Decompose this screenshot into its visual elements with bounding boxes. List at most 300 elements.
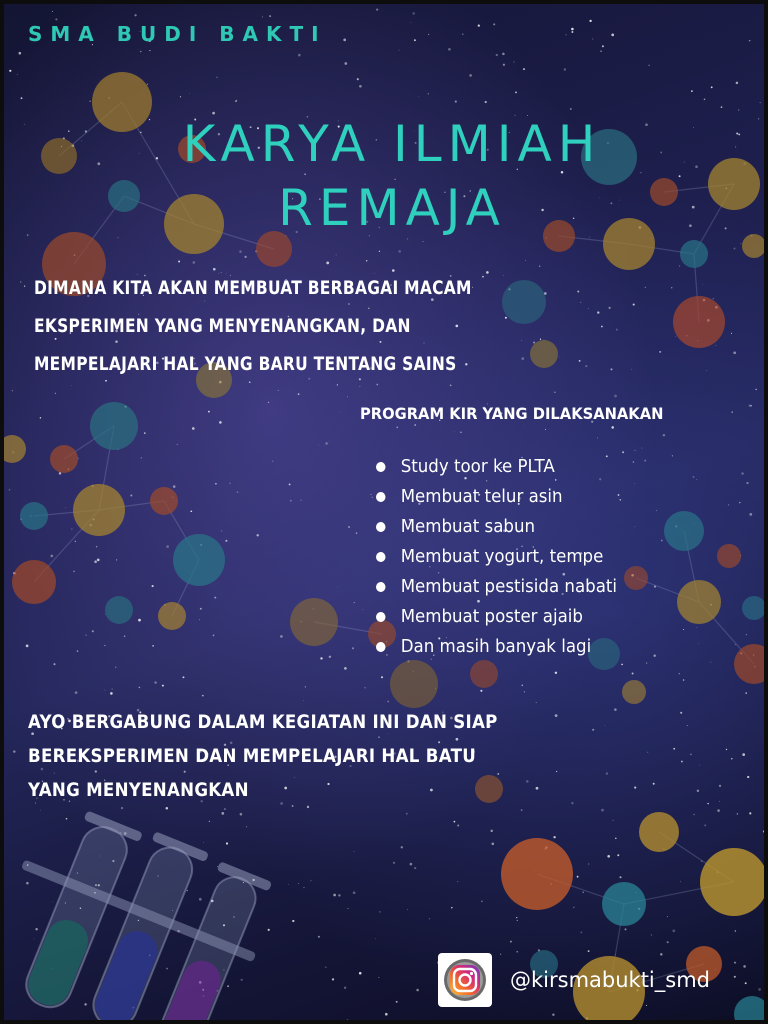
star — [716, 345, 717, 346]
star — [713, 298, 714, 299]
star — [597, 438, 598, 439]
star — [553, 836, 555, 838]
star — [711, 662, 712, 663]
social-handle-block[interactable] — [438, 952, 710, 1008]
star — [481, 901, 482, 902]
star — [634, 787, 636, 789]
star — [653, 783, 655, 785]
star — [385, 1013, 388, 1016]
star — [583, 892, 584, 893]
star — [647, 752, 648, 753]
star — [462, 34, 463, 35]
star — [410, 863, 413, 866]
bullet-icon — [376, 612, 386, 622]
star — [193, 261, 196, 264]
program-item: Membuat pestisida nabati — [376, 572, 617, 602]
star — [749, 40, 751, 42]
star — [414, 424, 416, 426]
star — [680, 881, 681, 882]
star — [502, 53, 505, 56]
star — [187, 890, 188, 891]
star — [240, 813, 243, 816]
star — [241, 979, 243, 981]
star — [147, 84, 148, 85]
star — [606, 772, 608, 774]
program-item: Dan masih banyak lagi — [376, 632, 617, 662]
star — [743, 965, 746, 968]
program-item: Membuat telur asin — [376, 482, 617, 512]
star — [600, 50, 602, 52]
star — [731, 411, 733, 413]
star — [372, 497, 373, 498]
star — [698, 643, 699, 644]
star — [454, 821, 456, 823]
star — [34, 939, 35, 940]
star — [303, 700, 304, 701]
star — [580, 931, 582, 933]
star — [213, 635, 215, 637]
star — [619, 876, 621, 878]
star — [739, 502, 740, 503]
star — [696, 479, 697, 480]
star — [9, 70, 11, 72]
star — [224, 808, 226, 810]
star — [65, 507, 66, 508]
instagram-icon[interactable] — [438, 953, 492, 1007]
star — [521, 684, 523, 686]
star — [379, 911, 380, 912]
star — [268, 402, 269, 403]
star — [221, 530, 222, 531]
star — [301, 500, 302, 501]
star — [337, 587, 338, 588]
star — [521, 809, 523, 811]
star — [166, 968, 168, 970]
star — [607, 855, 610, 858]
star — [671, 287, 672, 288]
star — [298, 883, 299, 884]
star — [375, 938, 376, 939]
star — [601, 326, 603, 328]
star — [138, 619, 141, 622]
star — [690, 754, 692, 756]
program-item: Membuat yogurt, tempe — [376, 542, 617, 572]
star — [183, 676, 185, 678]
star — [50, 555, 53, 558]
star — [656, 510, 657, 511]
intro-line: DIMANA KITA AKAN MEMBUAT BERBAGAI MACAM — [34, 278, 472, 299]
star — [178, 261, 180, 263]
star — [338, 894, 340, 896]
star — [633, 304, 635, 306]
star — [651, 934, 652, 935]
poster-title-line-2: REMAJA — [278, 179, 506, 237]
star — [577, 290, 579, 292]
star — [340, 412, 341, 413]
star — [360, 386, 361, 387]
star — [450, 384, 452, 386]
star — [654, 655, 656, 657]
star — [344, 987, 346, 989]
star — [416, 989, 419, 992]
star — [144, 432, 146, 434]
star — [632, 672, 634, 674]
star — [571, 31, 573, 33]
intro-paragraph — [34, 270, 555, 384]
star — [737, 813, 739, 815]
star — [517, 920, 518, 921]
star — [747, 776, 749, 778]
star — [556, 771, 557, 772]
star — [288, 884, 289, 885]
star — [336, 254, 337, 255]
star — [203, 842, 204, 843]
star — [329, 656, 331, 658]
star — [734, 962, 736, 964]
star — [414, 867, 416, 869]
star — [455, 101, 457, 103]
star — [610, 368, 612, 370]
star — [84, 1003, 86, 1005]
star — [239, 250, 242, 253]
star — [734, 976, 736, 978]
star — [379, 251, 380, 252]
star — [592, 729, 594, 731]
star — [387, 701, 389, 703]
star — [496, 54, 498, 56]
star — [66, 818, 68, 820]
star — [634, 483, 635, 484]
star — [318, 936, 320, 938]
star — [217, 866, 218, 867]
bullet-icon — [376, 642, 386, 652]
star — [577, 876, 579, 878]
bullet-icon — [376, 462, 386, 472]
star — [55, 393, 56, 394]
star — [325, 966, 327, 968]
star — [555, 672, 557, 674]
test-tubes-illustration — [13, 810, 272, 1024]
star — [570, 108, 572, 110]
star — [269, 15, 271, 17]
star — [154, 681, 156, 683]
star — [428, 93, 430, 95]
star — [585, 365, 587, 367]
star — [675, 336, 676, 337]
star — [702, 284, 703, 285]
cta-line: YANG MENYENANGKAN — [28, 780, 249, 801]
star — [745, 982, 747, 984]
star — [571, 28, 574, 31]
star — [225, 540, 227, 542]
star — [707, 803, 708, 804]
star — [35, 928, 37, 930]
star — [693, 814, 695, 816]
star — [735, 644, 736, 645]
star — [758, 988, 761, 991]
star — [749, 812, 751, 814]
star — [289, 483, 291, 485]
star — [85, 634, 86, 635]
star — [17, 74, 18, 75]
star — [719, 801, 720, 802]
star — [734, 248, 736, 250]
star — [679, 673, 680, 674]
star — [597, 311, 599, 313]
star — [105, 690, 106, 691]
star — [192, 427, 195, 430]
star — [378, 977, 379, 978]
star — [290, 500, 292, 502]
star — [634, 526, 635, 527]
star — [75, 691, 78, 694]
star — [624, 928, 626, 930]
star — [292, 920, 294, 922]
star — [763, 830, 765, 832]
star — [457, 825, 459, 827]
star — [602, 45, 604, 47]
star — [215, 483, 217, 485]
star — [346, 1020, 349, 1023]
star — [661, 540, 663, 542]
star — [663, 434, 665, 436]
star — [353, 891, 356, 894]
school-name: SMA BUDI BAKTI — [28, 22, 327, 46]
star — [588, 308, 589, 309]
star — [190, 510, 192, 512]
star — [116, 559, 117, 560]
star — [697, 790, 699, 792]
star — [152, 645, 154, 647]
star — [166, 545, 169, 548]
instagram-handle[interactable]: @kirsmabukti_smd — [510, 968, 710, 992]
star — [199, 898, 202, 901]
bullet-icon — [376, 552, 386, 562]
star — [554, 391, 556, 393]
star — [356, 532, 358, 534]
star — [711, 86, 713, 88]
star — [448, 48, 451, 51]
star — [366, 260, 367, 261]
cta-line: BEREKSPERIMEN DAN MEMPELAJARI HAL BATU — [28, 746, 476, 767]
star — [641, 447, 642, 448]
star — [134, 14, 136, 16]
star — [592, 39, 593, 40]
star — [429, 918, 430, 919]
star — [141, 457, 142, 458]
star — [573, 907, 575, 909]
star — [503, 64, 505, 66]
star — [357, 78, 359, 80]
star — [280, 635, 283, 638]
star — [115, 667, 116, 668]
star — [513, 61, 514, 62]
star — [672, 930, 675, 933]
star — [40, 417, 41, 418]
star — [617, 854, 619, 856]
star — [634, 450, 635, 451]
star — [545, 429, 546, 430]
star — [246, 826, 247, 827]
star — [611, 34, 614, 37]
star — [325, 442, 327, 444]
star — [140, 51, 142, 53]
star — [460, 432, 462, 434]
star — [348, 908, 349, 909]
star — [721, 106, 723, 108]
star — [237, 491, 239, 493]
star — [614, 395, 617, 398]
star — [230, 483, 231, 484]
star — [717, 809, 720, 812]
star — [354, 602, 355, 603]
star — [524, 691, 525, 692]
star — [199, 619, 200, 620]
bullet-icon — [376, 522, 386, 532]
star — [679, 265, 680, 266]
star — [580, 302, 581, 303]
star — [173, 485, 176, 488]
star — [673, 748, 675, 750]
star — [683, 629, 684, 630]
star — [262, 16, 263, 17]
star — [423, 241, 424, 242]
star — [589, 20, 591, 22]
star — [760, 102, 761, 103]
star — [180, 96, 181, 97]
star — [398, 250, 401, 253]
star — [104, 645, 105, 646]
star — [348, 526, 350, 528]
star — [343, 39, 346, 42]
star — [219, 421, 222, 424]
star — [344, 62, 347, 65]
star — [98, 560, 99, 561]
star — [305, 686, 306, 687]
star — [344, 667, 347, 670]
star — [741, 472, 743, 474]
bullet-icon — [376, 492, 386, 502]
star — [683, 679, 685, 681]
star — [552, 1014, 554, 1016]
star — [745, 692, 747, 694]
star — [9, 489, 11, 491]
star — [633, 461, 635, 463]
star — [680, 712, 682, 714]
star — [363, 609, 364, 610]
star — [329, 441, 330, 442]
star — [401, 846, 403, 848]
star — [52, 901, 53, 902]
star — [412, 12, 414, 14]
star — [699, 765, 700, 766]
star — [704, 99, 706, 101]
star — [359, 972, 362, 975]
star — [77, 650, 78, 651]
star — [726, 749, 727, 750]
star — [565, 34, 566, 35]
program-list — [376, 452, 630, 662]
star — [646, 663, 647, 664]
star — [631, 369, 632, 370]
star — [406, 813, 408, 815]
poster-title-line-1: KARYA ILMIAH — [182, 115, 602, 173]
star — [12, 390, 13, 391]
star — [110, 692, 113, 695]
star — [354, 851, 355, 852]
star — [687, 725, 688, 726]
star — [21, 97, 23, 99]
star — [189, 93, 190, 94]
star — [149, 50, 150, 51]
star — [667, 916, 668, 917]
star — [303, 887, 304, 888]
star — [411, 22, 412, 23]
star — [202, 695, 204, 697]
star — [735, 930, 736, 931]
bullet-icon — [376, 582, 386, 592]
star — [298, 54, 301, 57]
star — [451, 907, 453, 909]
star — [469, 74, 472, 77]
star — [485, 101, 487, 103]
star — [645, 287, 646, 288]
star — [614, 708, 617, 711]
star — [490, 830, 492, 832]
star — [278, 390, 279, 391]
star — [130, 494, 132, 496]
star — [454, 431, 455, 432]
star — [217, 77, 218, 78]
star — [337, 384, 338, 385]
star — [26, 882, 29, 885]
star — [609, 307, 611, 309]
star — [733, 351, 736, 354]
star — [491, 842, 494, 845]
cta-line: AYO BERGABUNG DALAM KEGIATAN INI DAN SIAP — [28, 712, 498, 733]
star — [13, 750, 15, 752]
star — [601, 809, 604, 812]
star — [738, 110, 739, 111]
star — [525, 260, 526, 261]
star — [731, 758, 732, 759]
star — [536, 702, 537, 703]
star — [524, 426, 525, 427]
star — [493, 23, 495, 25]
star — [53, 663, 55, 665]
star — [352, 647, 354, 649]
star — [672, 455, 673, 456]
star — [124, 635, 125, 636]
star — [71, 385, 72, 386]
star — [741, 243, 742, 244]
star — [376, 9, 378, 11]
star — [613, 820, 614, 821]
star — [611, 426, 614, 429]
program-item: Membuat poster ajaib — [376, 602, 617, 632]
star — [311, 880, 312, 881]
star — [235, 100, 237, 102]
star — [272, 461, 273, 462]
star — [399, 50, 400, 51]
star — [19, 52, 22, 55]
star — [616, 329, 618, 331]
star — [347, 396, 348, 397]
star — [559, 356, 560, 357]
star — [579, 360, 581, 362]
star — [742, 753, 745, 756]
star — [704, 824, 706, 826]
